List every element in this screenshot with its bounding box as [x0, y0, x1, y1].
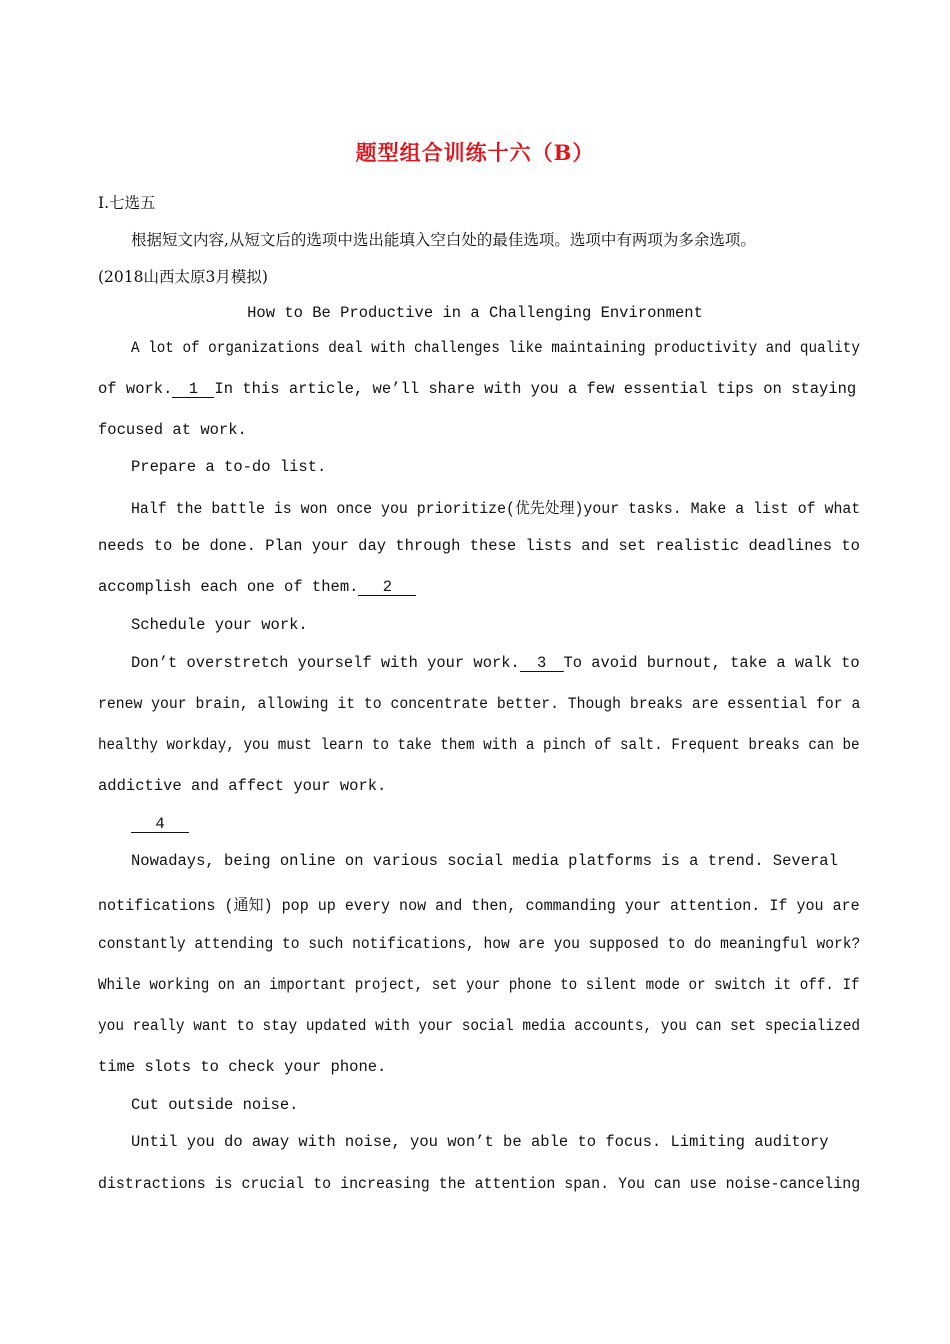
- p5-line2: distractions is crucial to increasing the attention span. You can use noise-canceling: [98, 1175, 861, 1193]
- heading-cut-noise: Cut outside noise.: [131, 1096, 299, 1114]
- section-heading: Ⅰ.七选五: [98, 194, 156, 212]
- article-title: How to Be Productive in a Challenging Environment: [247, 304, 703, 322]
- source-note: (2018山西太原3月模拟): [98, 268, 268, 286]
- p1-line1: A lot of organizations deal with challenges like maintaining productivity and quality: [131, 339, 860, 357]
- p3-line2: renew your brain, allowing it to concentrate better. Though breaks are essential for a: [98, 695, 861, 713]
- page-title: 题型组合训练十六（B）: [355, 140, 595, 165]
- p4-line5: you really want to stay updated with your social media accounts, you can set specialized: [98, 1017, 861, 1035]
- p1-line2: [98, 380, 856, 398]
- p1-line2-before: of work.: [98, 380, 173, 398]
- p2-line3-before: accomplish each one of them.: [98, 578, 359, 596]
- p3-line4: addictive and affect your work.: [98, 777, 387, 795]
- blank-2: 2: [358, 580, 416, 596]
- blank-3: 3: [520, 656, 564, 672]
- instruction-text: 根据短文内容,从短文后的选项中选出能填入空白处的最佳选项。选项中有两项为多余选项。: [131, 231, 756, 249]
- p4-line3: constantly attending to such notifications, how are you supposed to do meaningful work?: [98, 935, 861, 953]
- blank-4: 4: [131, 817, 189, 833]
- p4-line1: Nowadays, being online on various social media platforms is a trend. Several: [131, 852, 838, 870]
- p4-line4: While working on an important project, set your phone to silent mode or switch it off. If: [98, 976, 860, 994]
- p4-line6: time slots to check your phone.: [98, 1058, 387, 1076]
- p3-line1: [131, 654, 860, 672]
- p3-line3: healthy workday, you must learn to take them with a pinch of salt. Frequent breaks can be: [98, 736, 860, 754]
- p4-line2: notifications (通知) pop up every now and then, commanding your attention. If you are: [98, 897, 860, 915]
- p1-line2-after: In this article, we’ll share with you a few essential tips on staying: [214, 380, 857, 398]
- p3-line1-before: Don’t overstretch yourself with your work.: [131, 654, 520, 672]
- heading-schedule-work: Schedule your work.: [131, 616, 308, 634]
- p3-line1-after: To avoid burnout, take a walk to: [563, 654, 860, 672]
- p5-line1: Until you do away with noise, you won’t be able to focus. Limiting auditory: [131, 1133, 829, 1151]
- p2-line1: Half the battle is won once you prioritize(优先处理)your tasks. Make a list of what: [131, 500, 861, 518]
- p2-line3: [98, 578, 416, 596]
- blank-1: 1: [172, 382, 214, 398]
- p2-line2: needs to be done. Plan your day through these lists and set realistic deadlines to: [98, 537, 860, 555]
- heading-todo-list: Prepare a to-do list.: [131, 458, 327, 476]
- blank-4-line: [131, 815, 189, 833]
- p1-line3: focused at work.: [98, 421, 247, 439]
